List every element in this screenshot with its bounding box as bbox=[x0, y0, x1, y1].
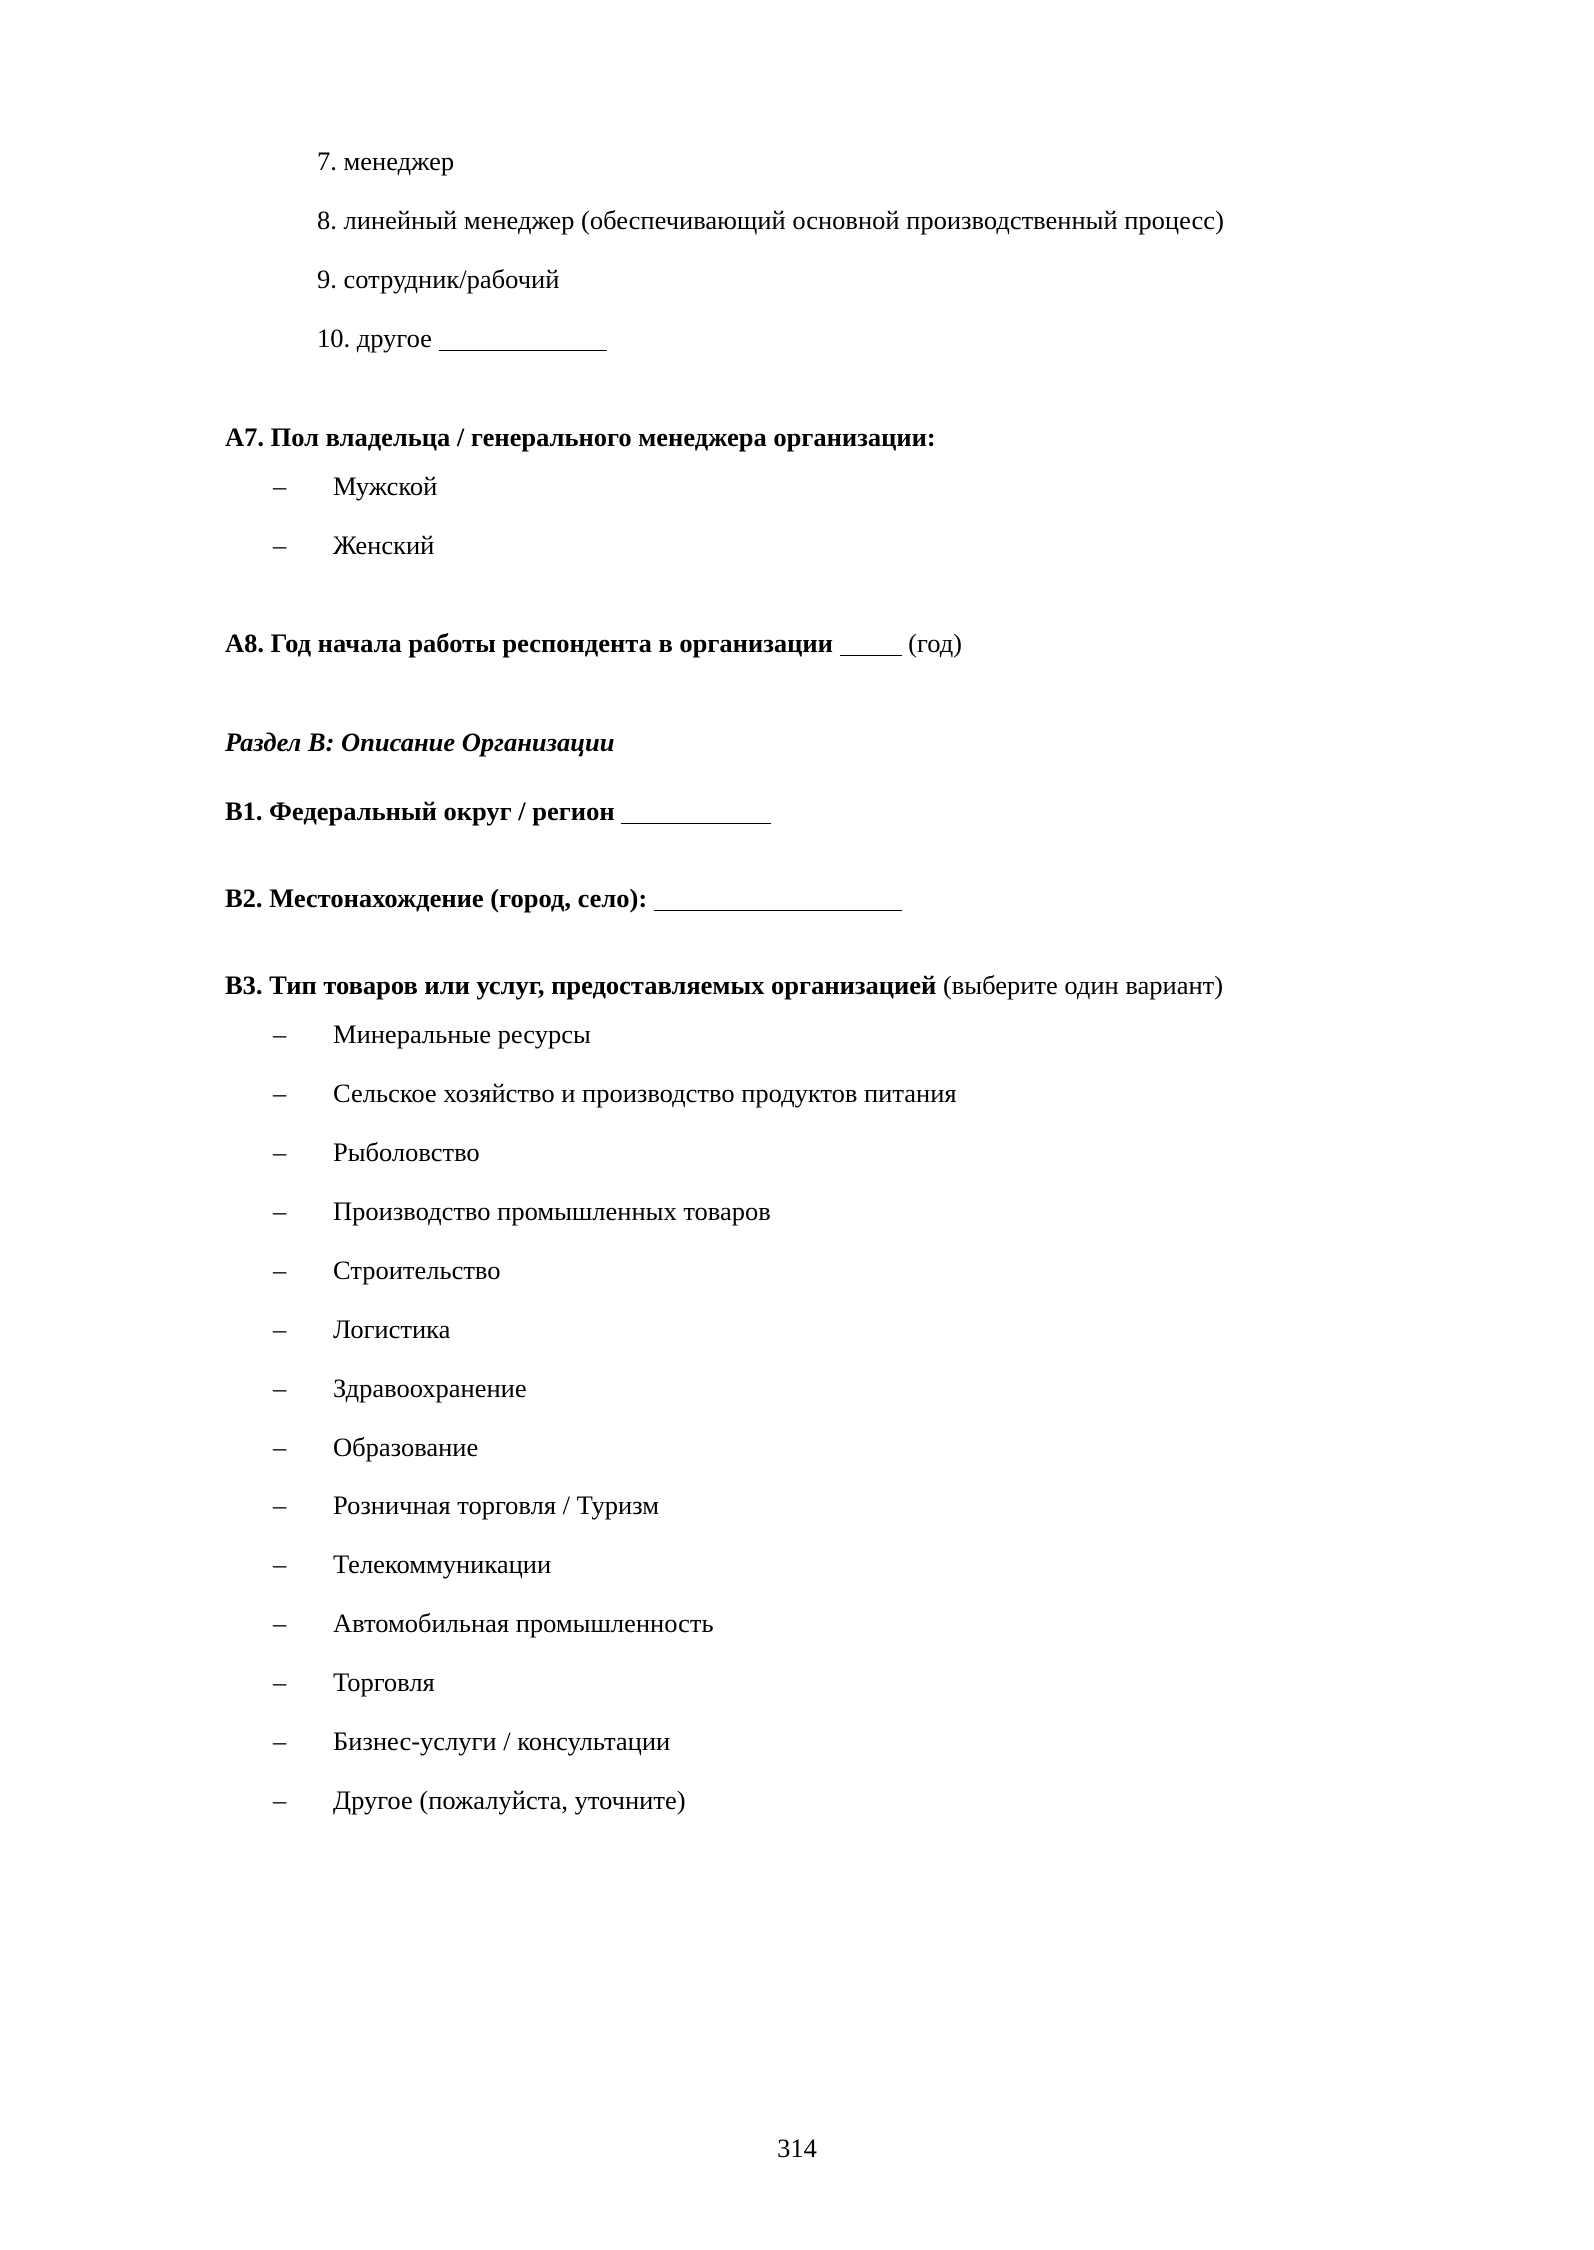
option-label: 10. другое bbox=[317, 322, 432, 353]
option-label: 9. сотрудник/рабочий bbox=[317, 263, 560, 294]
dash-bullet-icon: – bbox=[273, 1667, 287, 1698]
dash-bullet-icon: – bbox=[273, 1254, 287, 1285]
option-label: Женский bbox=[333, 529, 435, 560]
option-label: Телекоммуникации bbox=[333, 1549, 552, 1580]
spacer bbox=[225, 665, 1384, 721]
question-b3-note: (выберите один вариант) bbox=[942, 970, 1224, 1001]
list-item bbox=[225, 1779, 1384, 1822]
option-label: Автомобильная промышленность bbox=[333, 1608, 714, 1639]
option-label: Логистика bbox=[333, 1313, 451, 1344]
section-b-title: Раздел В: Описание Организации bbox=[225, 727, 615, 758]
option-label: Рыболовство bbox=[333, 1136, 480, 1167]
dash-bullet-icon: – bbox=[273, 1549, 287, 1580]
list-item bbox=[225, 1661, 1384, 1704]
spacer bbox=[225, 360, 1384, 416]
option-label: Минеральные ресурсы bbox=[333, 1019, 591, 1050]
option-label: Производство промышленных товаров bbox=[333, 1195, 771, 1226]
page-number: 314 bbox=[777, 2133, 817, 2163]
option-label: 7. менеджер bbox=[317, 146, 455, 176]
option-label: Другое (пожалуйста, уточните) bbox=[333, 1785, 686, 1816]
page-content bbox=[225, 140, 1384, 1822]
dash-bullet-icon: – bbox=[273, 1077, 287, 1108]
list-item bbox=[225, 465, 1384, 508]
list-item bbox=[225, 1072, 1384, 1115]
list-item bbox=[225, 199, 1384, 242]
option-label: Строительство bbox=[333, 1254, 501, 1285]
option-label: Мужской bbox=[333, 470, 438, 501]
dash-bullet-icon: – bbox=[273, 1490, 287, 1521]
list-item bbox=[225, 1484, 1384, 1527]
list-item bbox=[225, 1720, 1384, 1763]
question-b2 bbox=[225, 877, 1384, 920]
fill-in-blank[interactable] bbox=[654, 910, 902, 911]
continued-options-list bbox=[225, 140, 1384, 360]
list-item bbox=[225, 1308, 1384, 1351]
list-item bbox=[225, 1426, 1384, 1469]
dash-bullet-icon: – bbox=[273, 1313, 287, 1344]
dash-bullet-icon: – bbox=[273, 1136, 287, 1167]
question-b1 bbox=[225, 790, 1384, 833]
question-b3-options bbox=[225, 1013, 1384, 1822]
dash-bullet-icon: – bbox=[273, 1195, 287, 1226]
dash-bullet-icon: – bbox=[273, 529, 287, 560]
list-item bbox=[225, 317, 1384, 360]
dash-bullet-icon: – bbox=[273, 1608, 287, 1639]
dash-bullet-icon: – bbox=[273, 1372, 287, 1403]
list-item bbox=[225, 1131, 1384, 1174]
fill-in-blank[interactable] bbox=[840, 655, 902, 656]
spacer bbox=[225, 764, 1384, 790]
question-b3 bbox=[225, 964, 1384, 1007]
option-label: Сельское хозяйство и производство продуктов питания bbox=[333, 1077, 957, 1108]
list-item bbox=[225, 1249, 1384, 1292]
list-item bbox=[225, 1543, 1384, 1586]
list-item bbox=[225, 258, 1384, 301]
spacer bbox=[225, 920, 1384, 964]
question-a8-label: А8. Год начала работы респондента в организации bbox=[225, 628, 833, 659]
dash-bullet-icon: – bbox=[273, 1019, 287, 1050]
dash-bullet-icon: – bbox=[273, 1785, 287, 1816]
option-label: Здравоохранение bbox=[333, 1372, 527, 1403]
option-label: Розничная торговля / Туризм bbox=[333, 1490, 660, 1521]
question-a8-suffix: (год) bbox=[908, 628, 962, 659]
question-b3-label: В3. Тип товаров или услуг, предоставляемых организацией bbox=[225, 970, 937, 1001]
option-label: Бизнес-услуги / консультации bbox=[333, 1726, 671, 1757]
question-a7-options bbox=[225, 465, 1384, 567]
fill-in-blank[interactable] bbox=[621, 823, 771, 824]
spacer bbox=[225, 833, 1384, 877]
option-label: Образование bbox=[333, 1431, 479, 1462]
question-a8 bbox=[225, 622, 1384, 665]
question-b1-label: В1. Федеральный округ / регион bbox=[225, 796, 615, 827]
list-item bbox=[225, 524, 1384, 567]
dash-bullet-icon: – bbox=[273, 1431, 287, 1462]
dash-bullet-icon: – bbox=[273, 470, 287, 501]
list-item bbox=[225, 1602, 1384, 1645]
question-a7-label: А7. Пол владельца / генерального менеджера организации: bbox=[225, 421, 936, 452]
spacer bbox=[225, 566, 1384, 622]
list-item bbox=[225, 1367, 1384, 1410]
list-item bbox=[225, 1190, 1384, 1233]
dash-bullet-icon: – bbox=[273, 1726, 287, 1757]
fill-in-blank[interactable] bbox=[439, 350, 607, 351]
option-label: 8. линейный менеджер (обеспечивающий основной производственный процесс) bbox=[317, 204, 1224, 235]
question-b2-label: В2. Местонахождение (город, село): bbox=[225, 883, 648, 914]
list-item bbox=[225, 1013, 1384, 1056]
option-label: Торговля bbox=[333, 1667, 435, 1698]
list-item bbox=[225, 140, 1384, 183]
